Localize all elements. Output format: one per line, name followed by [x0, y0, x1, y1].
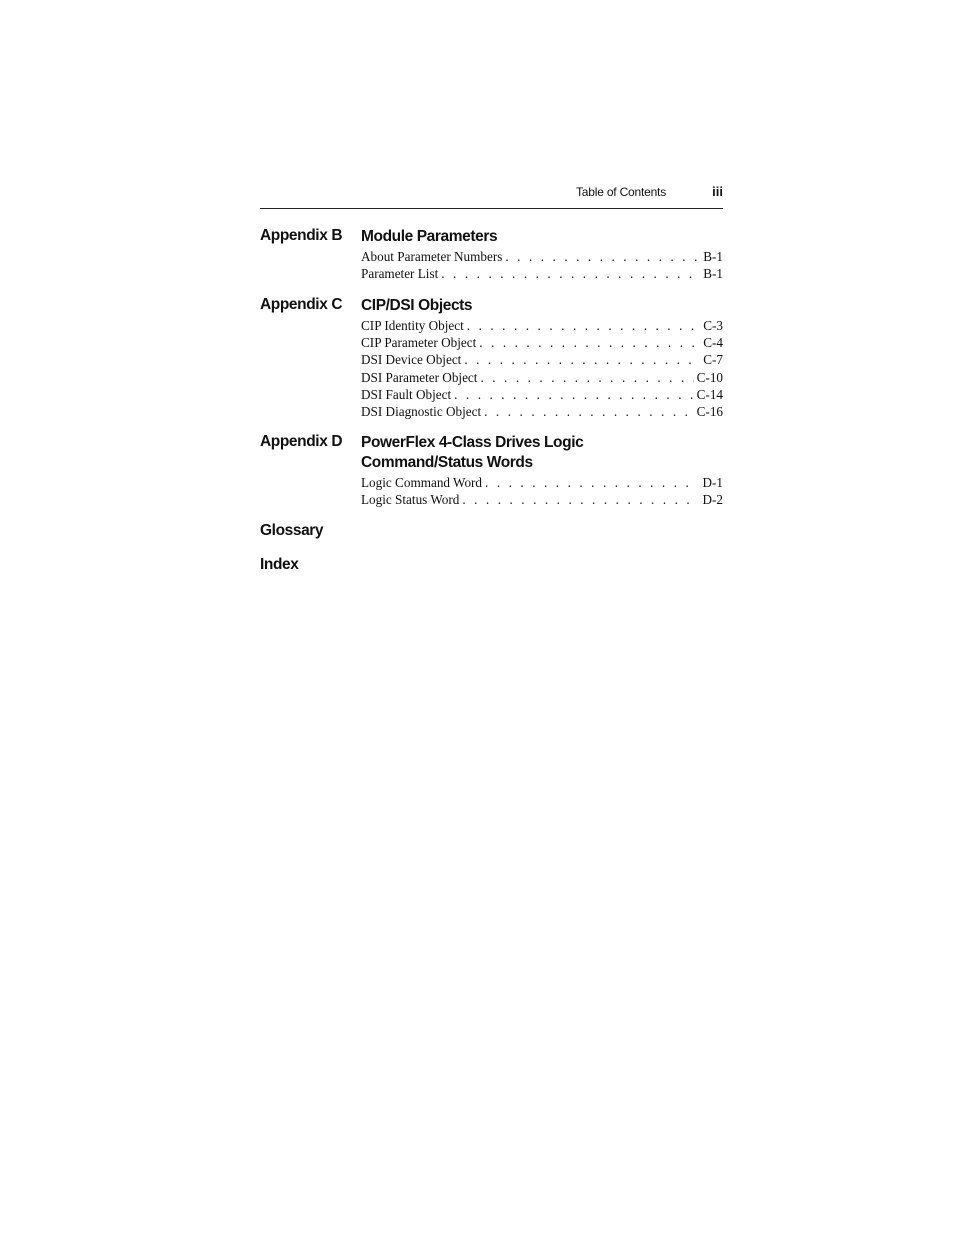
toc-entry[interactable]: [361, 403, 723, 420]
entry-page: B-1: [703, 249, 723, 264]
toc-entry[interactable]: [361, 386, 723, 403]
section-label: Glossary: [260, 522, 324, 539]
header-title: Table of Contents: [576, 185, 666, 199]
entry-title: CIP Parameter Object: [361, 335, 477, 351]
toc-entry[interactable]: [361, 334, 723, 351]
dot-leader: [479, 334, 700, 351]
toc-entry[interactable]: [361, 265, 723, 282]
toc-entry-list: [361, 248, 723, 282]
toc-entry-list: [361, 317, 723, 420]
entry-page: C-10: [696, 369, 723, 385]
toc-section-appendix-b: [260, 227, 723, 282]
entry-page: C-14: [696, 386, 723, 402]
dot-leader: [480, 369, 693, 386]
toc-entry[interactable]: [361, 491, 723, 508]
section-title: CIP/DSI Objects: [361, 297, 473, 314]
toc-entry[interactable]: [361, 351, 723, 368]
dot-leader: [441, 265, 700, 282]
section-title: PowerFlex 4-Class Drives Logic Command/Status Words: [361, 434, 584, 471]
dot-leader: [467, 317, 700, 334]
toc-entry[interactable]: [361, 474, 723, 491]
entry-page: B-1: [703, 266, 723, 282]
section-label: Appendix B: [260, 227, 343, 244]
entry-title: DSI Fault Object: [361, 386, 452, 402]
entry-title: DSI Device Object: [361, 352, 462, 368]
entry-title: DSI Parameter Object: [361, 369, 478, 385]
toc-entry[interactable]: [361, 369, 723, 386]
toc-section-appendix-d: [260, 433, 723, 508]
entry-title: Logic Command Word: [361, 475, 483, 490]
entry-title: Logic Status Word: [361, 492, 460, 508]
entry-page: C-7: [703, 352, 723, 368]
section-title: Module Parameters: [361, 228, 498, 245]
running-header: [260, 183, 723, 209]
entry-page: D-2: [702, 492, 723, 508]
section-label: Index: [260, 556, 299, 573]
dot-leader: [505, 248, 700, 265]
dot-leader: [464, 351, 700, 368]
toc-entry-list: [361, 474, 723, 508]
entry-title: About Parameter Numbers: [361, 249, 503, 264]
dot-leader: [485, 474, 690, 491]
entry-page: C-4: [703, 335, 723, 351]
page-number: iii: [712, 184, 723, 199]
dot-leader: [462, 491, 690, 508]
dot-leader: [484, 403, 693, 420]
entry-title: Parameter List: [361, 266, 439, 282]
toc-entry[interactable]: [361, 317, 723, 334]
entry-title: DSI Diagnostic Object: [361, 404, 482, 420]
entry-page: D-1: [702, 475, 723, 490]
section-label: Appendix C: [260, 296, 343, 313]
toc-section-appendix-c: [260, 296, 723, 420]
entry-page: C-16: [696, 404, 723, 420]
section-label: Appendix D: [260, 433, 343, 450]
toc-entry[interactable]: [361, 248, 723, 265]
entry-title: CIP Identity Object: [361, 318, 464, 333]
entry-page: C-3: [703, 318, 723, 333]
dot-leader: [454, 386, 694, 403]
